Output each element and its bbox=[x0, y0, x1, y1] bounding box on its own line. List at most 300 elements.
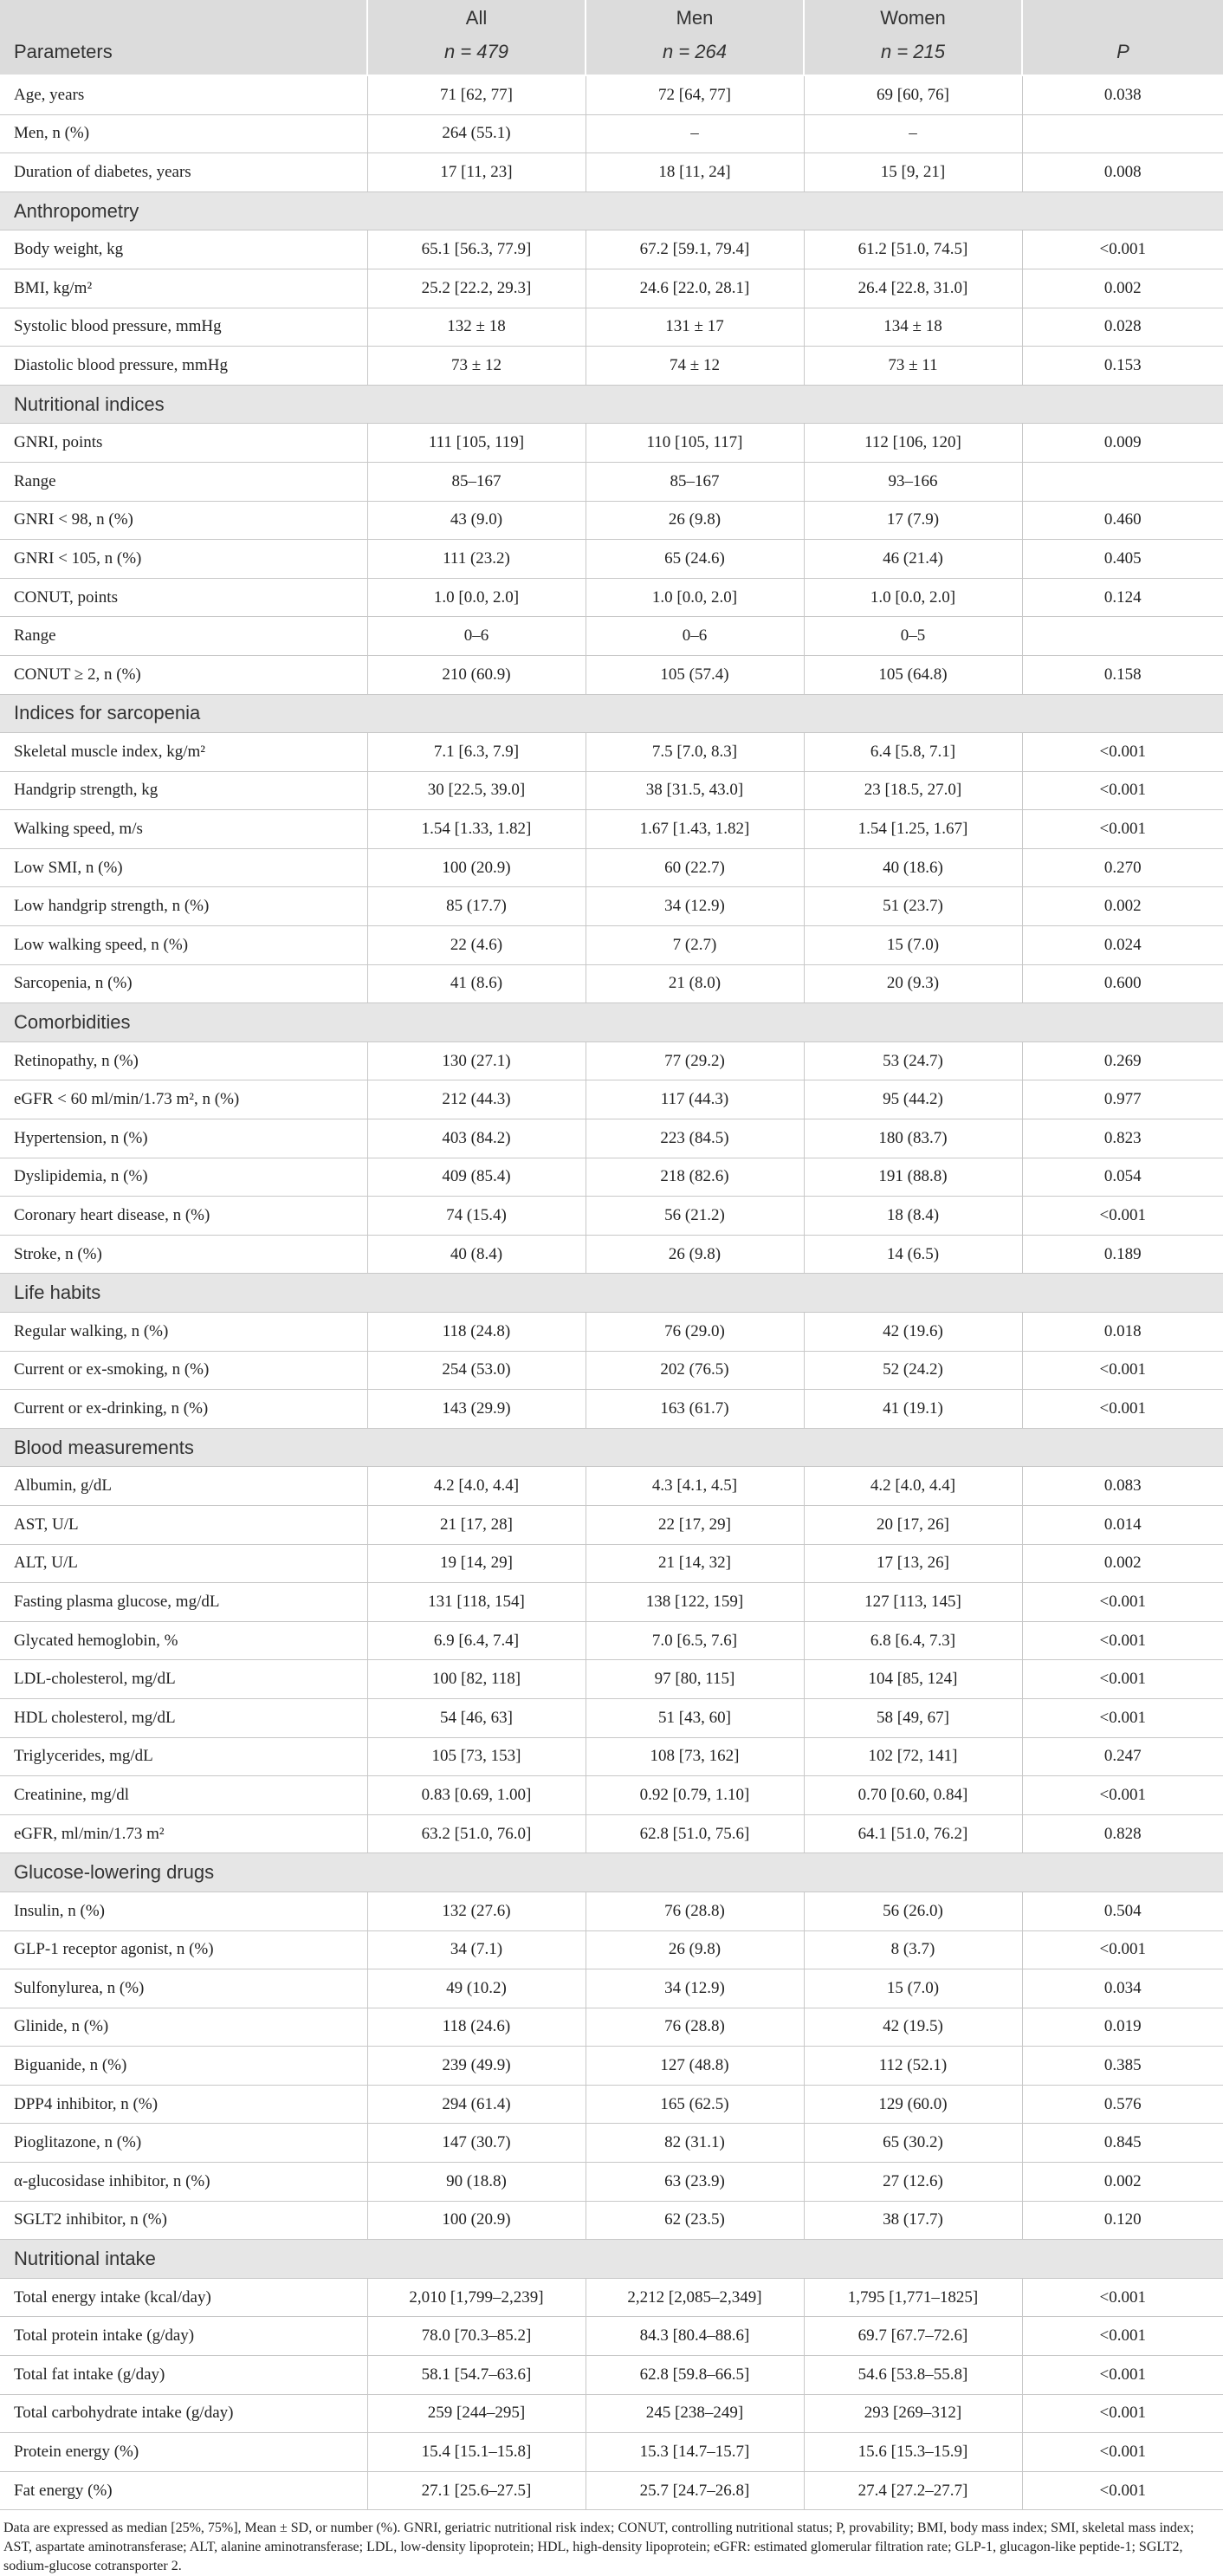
men-value-cell: 18 [11, 24] bbox=[586, 153, 804, 192]
men-value-cell: 21 [14, 32] bbox=[586, 1544, 804, 1583]
table-row bbox=[0, 1351, 1223, 1390]
table-row bbox=[0, 2124, 1223, 2163]
p-value-cell: 0.124 bbox=[1022, 578, 1223, 617]
women-value-cell: 26.4 [22.8, 31.0] bbox=[804, 269, 1022, 308]
parameter-cell: Creatinine, mg/dl bbox=[0, 1776, 367, 1815]
p-value-cell: <0.001 bbox=[1022, 1351, 1223, 1390]
header-n-women-text: n = 215 bbox=[880, 41, 945, 62]
women-value-cell: 56 (26.0) bbox=[804, 1891, 1022, 1930]
parameter-cell: Range bbox=[0, 462, 367, 501]
table-row bbox=[0, 2278, 1223, 2317]
women-value-cell: 93–166 bbox=[804, 462, 1022, 501]
all-value-cell: 78.0 [70.3–85.2] bbox=[367, 2317, 586, 2356]
women-value-cell: 6.4 [5.8, 7.1] bbox=[804, 733, 1022, 772]
header-group-men: Men bbox=[586, 0, 804, 29]
all-value-cell: 90 (18.8) bbox=[367, 2163, 586, 2202]
all-value-cell: 0–6 bbox=[367, 617, 586, 656]
section-title: Indices for sarcopenia bbox=[0, 694, 1223, 733]
section-header-row bbox=[0, 2240, 1223, 2279]
men-value-cell: 34 (12.9) bbox=[586, 887, 804, 926]
p-value-cell: 0.823 bbox=[1022, 1119, 1223, 1158]
header-row-groups bbox=[0, 0, 1223, 29]
women-value-cell: 64.1 [51.0, 76.2] bbox=[804, 1814, 1022, 1853]
table-row bbox=[0, 887, 1223, 926]
table-row bbox=[0, 153, 1223, 192]
header-n-all bbox=[367, 29, 586, 75]
table-row bbox=[0, 1930, 1223, 1969]
men-value-cell: 25.7 [24.7–26.8] bbox=[586, 2471, 804, 2510]
header-group-women: Women bbox=[804, 0, 1022, 29]
women-value-cell: 15.6 [15.3–15.9] bbox=[804, 2433, 1022, 2472]
women-value-cell: 15 (7.0) bbox=[804, 926, 1022, 965]
women-value-cell: 95 (44.2) bbox=[804, 1080, 1022, 1119]
p-value-cell: 0.083 bbox=[1022, 1467, 1223, 1506]
parameter-cell: BMI, kg/m² bbox=[0, 269, 367, 308]
table-body bbox=[0, 75, 1223, 2510]
all-value-cell: 40 (8.4) bbox=[367, 1235, 586, 1274]
all-value-cell: 118 (24.6) bbox=[367, 2008, 586, 2047]
section-title: Comorbidities bbox=[0, 1003, 1223, 1042]
men-value-cell: 76 (29.0) bbox=[586, 1313, 804, 1352]
all-value-cell: 111 (23.2) bbox=[367, 540, 586, 579]
table-row bbox=[0, 308, 1223, 347]
women-value-cell: 134 ± 18 bbox=[804, 308, 1022, 347]
p-value-cell: <0.001 bbox=[1022, 1197, 1223, 1236]
parameter-cell: Fasting plasma glucose, mg/dL bbox=[0, 1583, 367, 1622]
parameter-cell: Sarcopenia, n (%) bbox=[0, 964, 367, 1003]
all-value-cell: 30 [22.5, 39.0] bbox=[367, 771, 586, 810]
women-value-cell: 1.0 [0.0, 2.0] bbox=[804, 578, 1022, 617]
parameter-cell: Pioglitazone, n (%) bbox=[0, 2124, 367, 2163]
p-value-cell: <0.001 bbox=[1022, 1660, 1223, 1699]
table-row bbox=[0, 1041, 1223, 1080]
all-value-cell: 100 (20.9) bbox=[367, 848, 586, 887]
women-value-cell: 191 (88.8) bbox=[804, 1158, 1022, 1197]
table-row bbox=[0, 2317, 1223, 2356]
all-value-cell: 210 (60.9) bbox=[367, 655, 586, 694]
women-value-cell: 41 (19.1) bbox=[804, 1390, 1022, 1429]
all-value-cell: 0.83 [0.69, 1.00] bbox=[367, 1776, 586, 1815]
table-row bbox=[0, 1080, 1223, 1119]
p-value-cell: 0.002 bbox=[1022, 2163, 1223, 2202]
p-value-cell: 0.405 bbox=[1022, 540, 1223, 579]
parameter-cell: GNRI < 105, n (%) bbox=[0, 540, 367, 579]
women-value-cell: 52 (24.2) bbox=[804, 1351, 1022, 1390]
p-value-cell: <0.001 bbox=[1022, 771, 1223, 810]
table-row bbox=[0, 462, 1223, 501]
parameter-cell: Walking speed, m/s bbox=[0, 810, 367, 849]
men-value-cell: 24.6 [22.0, 28.1] bbox=[586, 269, 804, 308]
men-value-cell: 4.3 [4.1, 4.5] bbox=[586, 1467, 804, 1506]
parameter-cell: Insulin, n (%) bbox=[0, 1891, 367, 1930]
women-value-cell: 14 (6.5) bbox=[804, 1235, 1022, 1274]
all-value-cell: 58.1 [54.7–63.6] bbox=[367, 2356, 586, 2395]
women-value-cell: 42 (19.6) bbox=[804, 1313, 1022, 1352]
section-header-row bbox=[0, 1003, 1223, 1042]
men-value-cell: 127 (48.8) bbox=[586, 2047, 804, 2086]
p-value-cell: 0.576 bbox=[1022, 2085, 1223, 2124]
men-value-cell: 108 [73, 162] bbox=[586, 1737, 804, 1776]
men-value-cell: 56 (21.2) bbox=[586, 1197, 804, 1236]
table-row bbox=[0, 1235, 1223, 1274]
all-value-cell: 130 (27.1) bbox=[367, 1041, 586, 1080]
men-value-cell: 77 (29.2) bbox=[586, 1041, 804, 1080]
all-value-cell: 4.2 [4.0, 4.4] bbox=[367, 1467, 586, 1506]
men-value-cell: 67.2 [59.1, 79.4] bbox=[586, 230, 804, 269]
men-value-cell: 62.8 [59.8–66.5] bbox=[586, 2356, 804, 2395]
parameter-cell: GNRI, points bbox=[0, 424, 367, 463]
men-value-cell: 245 [238–249] bbox=[586, 2394, 804, 2433]
all-value-cell: 409 (85.4) bbox=[367, 1158, 586, 1197]
table-header bbox=[0, 0, 1223, 75]
women-value-cell: 58 [49, 67] bbox=[804, 1698, 1022, 1737]
parameter-cell: Total carbohydrate intake (g/day) bbox=[0, 2394, 367, 2433]
table-row bbox=[0, 1969, 1223, 2008]
p-value-cell: <0.001 bbox=[1022, 1621, 1223, 1660]
parameter-cell: Biguanide, n (%) bbox=[0, 2047, 367, 2086]
men-value-cell: 26 (9.8) bbox=[586, 501, 804, 540]
parameter-cell: Men, n (%) bbox=[0, 114, 367, 153]
all-value-cell: 71 [62, 77] bbox=[367, 75, 586, 114]
women-value-cell: 0.70 [0.60, 0.84] bbox=[804, 1776, 1022, 1815]
all-value-cell: 403 (84.2) bbox=[367, 1119, 586, 1158]
table-row bbox=[0, 2433, 1223, 2472]
p-value-cell: 0.189 bbox=[1022, 1235, 1223, 1274]
parameter-cell: Total protein intake (g/day) bbox=[0, 2317, 367, 2356]
all-value-cell: 73 ± 12 bbox=[367, 347, 586, 386]
men-value-cell: 0–6 bbox=[586, 617, 804, 656]
table-row bbox=[0, 1197, 1223, 1236]
women-value-cell: 17 (7.9) bbox=[804, 501, 1022, 540]
all-value-cell: 259 [244–295] bbox=[367, 2394, 586, 2433]
table-row bbox=[0, 114, 1223, 153]
table-footnote: Data are expressed as median [25%, 75%], Mean ± SD, or number (%). GNRI, geriatric nutritional risk index; CONUT, controlling nutritional status; P, provability; BMI, body mass index; SMI, skeletal mass index; AST, aspartate aminotransferase; ALT, alanine aminotransferase; LDL, low-density lipoprotein; HDL, high-density lipoprotein; eGFR: estimated glomerular filtration rate; GLP-1, glucagon-like peptide-1; SGLT2, sodium-glucose cotransporter 2. bbox=[3, 2521, 1194, 2574]
men-value-cell: 84.3 [80.4–88.6] bbox=[586, 2317, 804, 2356]
men-value-cell: 138 [122, 159] bbox=[586, 1583, 804, 1622]
women-value-cell: 4.2 [4.0, 4.4] bbox=[804, 1467, 1022, 1506]
p-value-cell: <0.001 bbox=[1022, 230, 1223, 269]
men-value-cell: 76 (28.8) bbox=[586, 1891, 804, 1930]
p-value-cell: 0.038 bbox=[1022, 75, 1223, 114]
men-value-cell: 223 (84.5) bbox=[586, 1119, 804, 1158]
header-row-counts bbox=[0, 29, 1223, 75]
men-value-cell: 65 (24.6) bbox=[586, 540, 804, 579]
men-value-cell: 131 ± 17 bbox=[586, 308, 804, 347]
men-value-cell: 76 (28.8) bbox=[586, 2008, 804, 2047]
women-value-cell: 42 (19.5) bbox=[804, 2008, 1022, 2047]
table-row bbox=[0, 2356, 1223, 2395]
section-header-row bbox=[0, 385, 1223, 424]
table-row bbox=[0, 1737, 1223, 1776]
all-value-cell: 43 (9.0) bbox=[367, 501, 586, 540]
parameter-cell: CONUT, points bbox=[0, 578, 367, 617]
parameter-cell: Duration of diabetes, years bbox=[0, 153, 367, 192]
p-value-cell: <0.001 bbox=[1022, 2471, 1223, 2510]
men-value-cell: – bbox=[586, 114, 804, 153]
header-p-text: P bbox=[1116, 41, 1129, 62]
women-value-cell: 15 (7.0) bbox=[804, 1969, 1022, 2008]
table-row bbox=[0, 1891, 1223, 1930]
parameter-cell: Current or ex-drinking, n (%) bbox=[0, 1390, 367, 1429]
header-empty-cell bbox=[1022, 0, 1223, 29]
table-row bbox=[0, 1467, 1223, 1506]
men-value-cell: 163 (61.7) bbox=[586, 1390, 804, 1429]
parameter-cell: Diastolic blood pressure, mmHg bbox=[0, 347, 367, 386]
table-row bbox=[0, 2047, 1223, 2086]
women-value-cell: 69.7 [67.7–72.6] bbox=[804, 2317, 1022, 2356]
women-value-cell: 6.8 [6.4, 7.3] bbox=[804, 1621, 1022, 1660]
parameter-cell: Age, years bbox=[0, 75, 367, 114]
women-value-cell: – bbox=[804, 114, 1022, 153]
p-value-cell: 0.977 bbox=[1022, 1080, 1223, 1119]
table-row bbox=[0, 1814, 1223, 1853]
p-value-cell: 0.034 bbox=[1022, 1969, 1223, 2008]
parameter-cell: ALT, U/L bbox=[0, 1544, 367, 1583]
women-value-cell: 15 [9, 21] bbox=[804, 153, 1022, 192]
men-value-cell: 26 (9.8) bbox=[586, 1930, 804, 1969]
p-value-cell: 0.002 bbox=[1022, 269, 1223, 308]
parameter-cell: Systolic blood pressure, mmHg bbox=[0, 308, 367, 347]
parameter-cell: Hypertension, n (%) bbox=[0, 1119, 367, 1158]
parameter-cell: SGLT2 inhibitor, n (%) bbox=[0, 2201, 367, 2240]
p-value-cell: 0.845 bbox=[1022, 2124, 1223, 2163]
parameter-cell: LDL-cholesterol, mg/dL bbox=[0, 1660, 367, 1699]
men-value-cell: 202 (76.5) bbox=[586, 1351, 804, 1390]
men-value-cell: 0.92 [0.79, 1.10] bbox=[586, 1776, 804, 1815]
men-value-cell: 34 (12.9) bbox=[586, 1969, 804, 2008]
section-title: Life habits bbox=[0, 1274, 1223, 1313]
p-value-cell: 0.002 bbox=[1022, 1544, 1223, 1583]
section-header-row bbox=[0, 1853, 1223, 1892]
p-value-cell: 0.153 bbox=[1022, 347, 1223, 386]
all-value-cell: 74 (15.4) bbox=[367, 1197, 586, 1236]
header-parameters: Parameters bbox=[0, 29, 367, 75]
p-value-cell: 0.008 bbox=[1022, 153, 1223, 192]
table-row bbox=[0, 810, 1223, 849]
all-value-cell: 65.1 [56.3, 77.9] bbox=[367, 230, 586, 269]
women-value-cell: 104 [85, 124] bbox=[804, 1660, 1022, 1699]
p-value-cell: <0.001 bbox=[1022, 2317, 1223, 2356]
all-value-cell: 54 [46, 63] bbox=[367, 1698, 586, 1737]
all-value-cell: 264 (55.1) bbox=[367, 114, 586, 153]
parameter-cell: GLP-1 receptor agonist, n (%) bbox=[0, 1930, 367, 1969]
table-row bbox=[0, 347, 1223, 386]
table-row bbox=[0, 964, 1223, 1003]
parameter-cell: Regular walking, n (%) bbox=[0, 1313, 367, 1352]
p-value-cell: 0.002 bbox=[1022, 887, 1223, 926]
all-value-cell: 34 (7.1) bbox=[367, 1930, 586, 1969]
women-value-cell: 17 [13, 26] bbox=[804, 1544, 1022, 1583]
all-value-cell: 21 [17, 28] bbox=[367, 1505, 586, 1544]
parameter-cell: Low handgrip strength, n (%) bbox=[0, 887, 367, 926]
parameter-cell: Handgrip strength, kg bbox=[0, 771, 367, 810]
table-row bbox=[0, 655, 1223, 694]
parameter-cell: CONUT ≥ 2, n (%) bbox=[0, 655, 367, 694]
table-row bbox=[0, 1313, 1223, 1352]
parameter-cell: Triglycerides, mg/dL bbox=[0, 1737, 367, 1776]
all-value-cell: 100 (20.9) bbox=[367, 2201, 586, 2240]
men-value-cell: 74 ± 12 bbox=[586, 347, 804, 386]
men-value-cell: 110 [105, 117] bbox=[586, 424, 804, 463]
p-value-cell: <0.001 bbox=[1022, 1390, 1223, 1429]
table-row bbox=[0, 1119, 1223, 1158]
all-value-cell: 85 (17.7) bbox=[367, 887, 586, 926]
women-value-cell: 38 (17.7) bbox=[804, 2201, 1022, 2240]
p-value-cell: 0.504 bbox=[1022, 1891, 1223, 1930]
all-value-cell: 1.0 [0.0, 2.0] bbox=[367, 578, 586, 617]
men-value-cell: 7 (2.7) bbox=[586, 926, 804, 965]
table-row bbox=[0, 2008, 1223, 2047]
men-value-cell: 1.0 [0.0, 2.0] bbox=[586, 578, 804, 617]
section-title: Anthropometry bbox=[0, 191, 1223, 230]
all-value-cell: 27.1 [25.6–27.5] bbox=[367, 2471, 586, 2510]
section-header-row bbox=[0, 1274, 1223, 1313]
table-row bbox=[0, 578, 1223, 617]
section-header-row bbox=[0, 694, 1223, 733]
table-row bbox=[0, 1776, 1223, 1815]
women-value-cell: 51 (23.7) bbox=[804, 887, 1022, 926]
men-value-cell: 7.5 [7.0, 8.3] bbox=[586, 733, 804, 772]
table-row bbox=[0, 617, 1223, 656]
all-value-cell: 19 [14, 29] bbox=[367, 1544, 586, 1583]
men-value-cell: 105 (57.4) bbox=[586, 655, 804, 694]
table-row bbox=[0, 540, 1223, 579]
all-value-cell: 132 (27.6) bbox=[367, 1891, 586, 1930]
all-value-cell: 15.4 [15.1–15.8] bbox=[367, 2433, 586, 2472]
table-row bbox=[0, 1583, 1223, 1622]
men-value-cell: 2,212 [2,085–2,349] bbox=[586, 2278, 804, 2317]
men-value-cell: 85–167 bbox=[586, 462, 804, 501]
table-row bbox=[0, 1621, 1223, 1660]
men-value-cell: 218 (82.6) bbox=[586, 1158, 804, 1197]
p-value-cell: 0.014 bbox=[1022, 1505, 1223, 1544]
parameter-cell: eGFR, ml/min/1.73 m² bbox=[0, 1814, 367, 1853]
table-row bbox=[0, 1505, 1223, 1544]
men-value-cell: 72 [64, 77] bbox=[586, 75, 804, 114]
table-row bbox=[0, 733, 1223, 772]
parameter-cell: Current or ex-smoking, n (%) bbox=[0, 1351, 367, 1390]
p-value-cell: <0.001 bbox=[1022, 2433, 1223, 2472]
p-value-cell: <0.001 bbox=[1022, 2278, 1223, 2317]
men-value-cell: 62.8 [51.0, 75.6] bbox=[586, 1814, 804, 1853]
p-value-cell: 0.024 bbox=[1022, 926, 1223, 965]
table-row bbox=[0, 269, 1223, 308]
parameter-cell: Sulfonylurea, n (%) bbox=[0, 1969, 367, 2008]
parameter-cell: Low walking speed, n (%) bbox=[0, 926, 367, 965]
table-row bbox=[0, 2394, 1223, 2433]
women-value-cell: 112 (52.1) bbox=[804, 2047, 1022, 2086]
table-row bbox=[0, 2085, 1223, 2124]
men-value-cell: 165 (62.5) bbox=[586, 2085, 804, 2124]
women-value-cell: 54.6 [53.8–55.8] bbox=[804, 2356, 1022, 2395]
table-row bbox=[0, 1698, 1223, 1737]
women-value-cell: 127 [113, 145] bbox=[804, 1583, 1022, 1622]
all-value-cell: 49 (10.2) bbox=[367, 1969, 586, 2008]
parameter-cell: α-glucosidase inhibitor, n (%) bbox=[0, 2163, 367, 2202]
table-row bbox=[0, 230, 1223, 269]
parameter-cell: Dyslipidemia, n (%) bbox=[0, 1158, 367, 1197]
all-value-cell: 105 [73, 153] bbox=[367, 1737, 586, 1776]
women-value-cell: 53 (24.7) bbox=[804, 1041, 1022, 1080]
men-value-cell: 97 [80, 115] bbox=[586, 1660, 804, 1699]
women-value-cell: 27 (12.6) bbox=[804, 2163, 1022, 2202]
all-value-cell: 85–167 bbox=[367, 462, 586, 501]
women-value-cell: 40 (18.6) bbox=[804, 848, 1022, 887]
p-value-cell: 0.828 bbox=[1022, 1814, 1223, 1853]
all-value-cell: 147 (30.7) bbox=[367, 2124, 586, 2163]
parameter-cell: GNRI < 98, n (%) bbox=[0, 501, 367, 540]
header-n-women bbox=[804, 29, 1022, 75]
table-row bbox=[0, 75, 1223, 114]
table-row bbox=[0, 1544, 1223, 1583]
section-title: Glucose-lowering drugs bbox=[0, 1853, 1223, 1892]
parameter-cell: Glycated hemoglobin, % bbox=[0, 1621, 367, 1660]
all-value-cell: 239 (49.9) bbox=[367, 2047, 586, 2086]
p-value-cell: 0.247 bbox=[1022, 1737, 1223, 1776]
men-value-cell: 60 (22.7) bbox=[586, 848, 804, 887]
women-value-cell: 27.4 [27.2–27.7] bbox=[804, 2471, 1022, 2510]
parameter-cell: Glinide, n (%) bbox=[0, 2008, 367, 2047]
men-value-cell: 117 (44.3) bbox=[586, 1080, 804, 1119]
p-value-cell: 0.018 bbox=[1022, 1313, 1223, 1352]
section-header-row bbox=[0, 1428, 1223, 1467]
all-value-cell: 17 [11, 23] bbox=[367, 153, 586, 192]
p-value-cell: 0.158 bbox=[1022, 655, 1223, 694]
all-value-cell: 25.2 [22.2, 29.3] bbox=[367, 269, 586, 308]
parameter-cell: Retinopathy, n (%) bbox=[0, 1041, 367, 1080]
p-value-cell: <0.001 bbox=[1022, 1776, 1223, 1815]
p-value-cell: <0.001 bbox=[1022, 810, 1223, 849]
parameter-cell: DPP4 inhibitor, n (%) bbox=[0, 2085, 367, 2124]
men-value-cell: 82 (31.1) bbox=[586, 2124, 804, 2163]
all-value-cell: 254 (53.0) bbox=[367, 1351, 586, 1390]
p-value-cell: 0.009 bbox=[1022, 424, 1223, 463]
header-group-all: All bbox=[367, 0, 586, 29]
header-empty-cell bbox=[0, 0, 367, 29]
table-row bbox=[0, 771, 1223, 810]
section-title: Nutritional intake bbox=[0, 2240, 1223, 2279]
p-value-cell: 0.120 bbox=[1022, 2201, 1223, 2240]
all-value-cell: 7.1 [6.3, 7.9] bbox=[367, 733, 586, 772]
all-value-cell: 118 (24.8) bbox=[367, 1313, 586, 1352]
women-value-cell: 20 [17, 26] bbox=[804, 1505, 1022, 1544]
section-title: Blood measurements bbox=[0, 1428, 1223, 1467]
header-n-men bbox=[586, 29, 804, 75]
parameter-cell: Body weight, kg bbox=[0, 230, 367, 269]
women-value-cell: 180 (83.7) bbox=[804, 1119, 1022, 1158]
table-row bbox=[0, 1158, 1223, 1197]
table-row bbox=[0, 926, 1223, 965]
men-value-cell: 21 (8.0) bbox=[586, 964, 804, 1003]
p-value-cell: 0.054 bbox=[1022, 1158, 1223, 1197]
header-n-all-text: n = 479 bbox=[443, 41, 508, 62]
all-value-cell: 294 (61.4) bbox=[367, 2085, 586, 2124]
all-value-cell: 212 (44.3) bbox=[367, 1080, 586, 1119]
table-row bbox=[0, 501, 1223, 540]
women-value-cell: 112 [106, 120] bbox=[804, 424, 1022, 463]
table-row bbox=[0, 1390, 1223, 1429]
women-value-cell: 69 [60, 76] bbox=[804, 75, 1022, 114]
men-value-cell: 7.0 [6.5, 7.6] bbox=[586, 1621, 804, 1660]
table-row bbox=[0, 1660, 1223, 1699]
women-value-cell: 73 ± 11 bbox=[804, 347, 1022, 386]
table-row bbox=[0, 2201, 1223, 2240]
women-value-cell: 23 [18.5, 27.0] bbox=[804, 771, 1022, 810]
p-value-cell: 0.019 bbox=[1022, 2008, 1223, 2047]
women-value-cell: 20 (9.3) bbox=[804, 964, 1022, 1003]
men-value-cell: 22 [17, 29] bbox=[586, 1505, 804, 1544]
parameter-cell: Coronary heart disease, n (%) bbox=[0, 1197, 367, 1236]
